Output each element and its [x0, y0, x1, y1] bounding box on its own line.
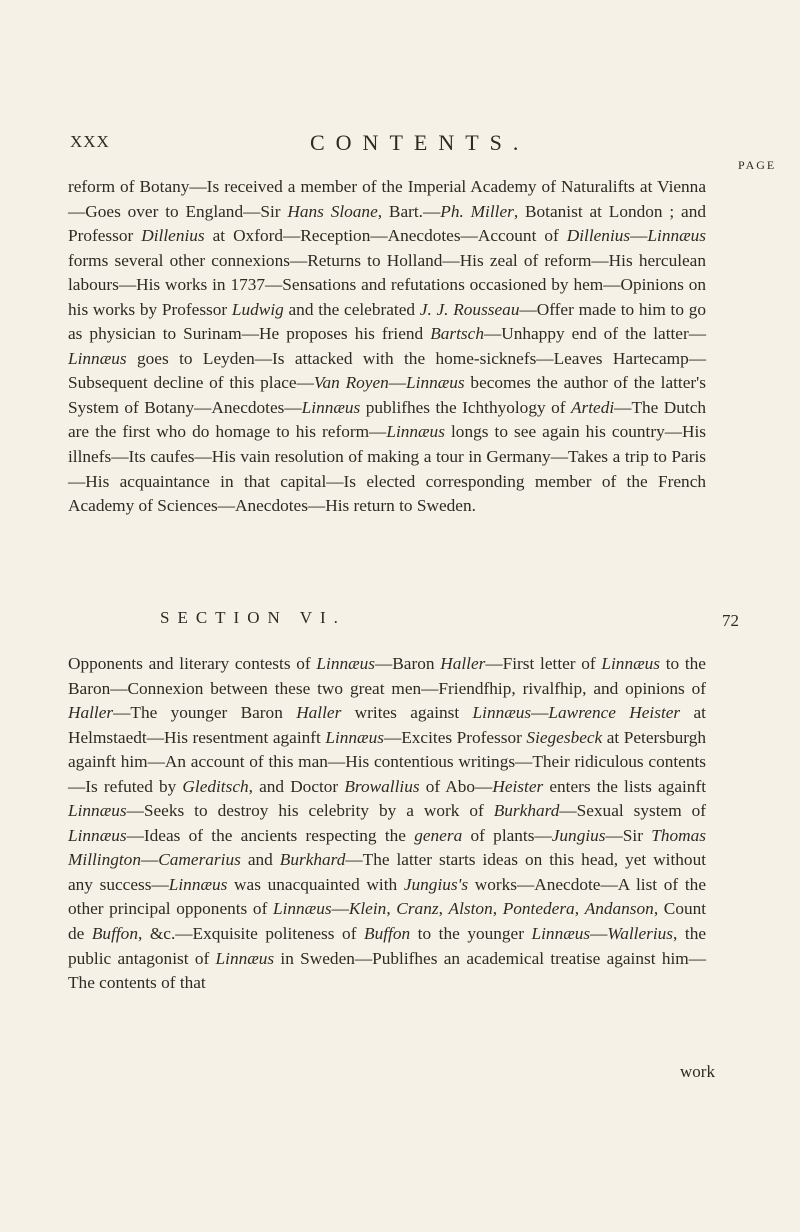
- text-run: ,: [574, 899, 585, 919]
- text-run: —Seeks to destroy his celebrity by a work of: [126, 801, 494, 821]
- text-run: becomes the author of the latter's System of Botany—Anecdotes—: [68, 373, 706, 417]
- text-run: —: [388, 373, 407, 393]
- text-run: —Excites Professor: [383, 727, 527, 747]
- text-run: —Ideas of the ancients respecting the: [126, 825, 415, 845]
- italic-name: Siegesbeck: [526, 727, 603, 747]
- italic-name: Cranz: [396, 899, 439, 919]
- italic-name: Dillenius: [566, 226, 631, 246]
- italic-name: genera: [414, 825, 463, 845]
- text-run: at Petersburgh againft him—An account of this man—His contentious writings—Their ridiculous contents—Is refuted by: [68, 727, 706, 796]
- text-run: ,: [438, 899, 449, 919]
- text-run: , Botanist at London ; and Professor: [68, 201, 706, 246]
- section-six-summary: [68, 652, 706, 996]
- italic-name: Heister: [492, 776, 544, 796]
- italic-name: Ph. Miller: [440, 201, 514, 221]
- italic-name: Hans Sloane: [287, 201, 378, 221]
- italic-name: Bartsch: [430, 324, 484, 344]
- italic-name: Gleditsch: [182, 776, 249, 796]
- italic-name: Linnæus: [68, 348, 127, 368]
- page-number: XXX: [70, 132, 110, 151]
- italic-name: Haller: [296, 703, 342, 723]
- text-run: —: [331, 899, 349, 919]
- italic-name: Linnæus: [531, 924, 591, 944]
- text-run: goes to Leyden—Is attacked with the home-sicknefs—Leaves Hartecamp—Subsequent decline of this place—: [68, 348, 706, 393]
- page-reference: 72: [722, 611, 739, 630]
- italic-name: Linnæus: [68, 801, 127, 821]
- text-run: —The younger Baron: [113, 703, 297, 723]
- italic-name: Linnæus: [215, 948, 275, 968]
- text-run: , Count de: [68, 899, 707, 944]
- text-run: at Helmstaedt—His resentment againft: [68, 703, 706, 747]
- italic-name: Alston: [448, 899, 493, 919]
- text-run: —Sir: [605, 825, 652, 845]
- text-run: forms several other connexions—Returns to Holland—His zeal of reform—His herculean labours—His works in 1737—Sensations and refutations occasioned by hem—Opinions on his works by Professor: [68, 250, 706, 319]
- italic-name: Jungius: [551, 825, 606, 845]
- italic-name: Lawrence Heister: [548, 703, 681, 723]
- text-run: and the celebrated: [283, 299, 420, 319]
- text-run: —: [531, 703, 549, 723]
- text-run: —Unhappy end of the latter—: [483, 324, 706, 344]
- text-run: —: [590, 924, 608, 944]
- text-run: , &c.—Exquisite politeness of: [137, 924, 365, 944]
- italic-name: Jungius's: [403, 874, 469, 894]
- italic-name: Linnæus: [647, 226, 706, 246]
- text-run: , and Doctor: [248, 776, 345, 796]
- text-run: publifhes the Ichthyology of: [360, 397, 571, 417]
- italic-name: J. J. Rousseau: [419, 299, 520, 319]
- italic-name: Van Royen: [313, 373, 389, 393]
- italic-name: Klein: [348, 899, 387, 919]
- text-run: to the Baron—Connexion between these two great men—Friendfhip, rivalfhip, and opinions of: [68, 654, 706, 698]
- text-run: —The latter starts ideas on this head, yet without any success—: [68, 850, 707, 894]
- italic-name: Linnæus: [68, 825, 127, 845]
- text-run: in Sweden—Publifhes an academical treatise against him—The contents of that: [68, 948, 706, 993]
- text-run: at Oxford—Reception—Anecdotes—Account of: [204, 226, 567, 246]
- italic-name: Linnæus: [325, 727, 384, 747]
- text-run: , Bart.—: [377, 201, 441, 221]
- italic-name: Linnæus: [472, 703, 532, 723]
- running-title: CONTENTS.: [310, 130, 530, 155]
- text-run: —Baron: [375, 654, 441, 673]
- text-run: writes against: [341, 703, 473, 723]
- italic-name: Ludwig: [231, 299, 284, 319]
- italic-name: Haller: [68, 703, 114, 723]
- text-run: —: [140, 850, 159, 870]
- italic-name: Dillenius: [141, 226, 205, 246]
- italic-name: Wallerius: [607, 924, 674, 944]
- text-run: , the public antagonist of: [68, 924, 707, 968]
- page-header: [0, 130, 800, 172]
- italic-name: Linnæus: [168, 874, 228, 894]
- italic-name: Browallius: [344, 776, 420, 796]
- text-run: was unacquainted with: [227, 874, 404, 894]
- text-run: ,: [492, 899, 503, 919]
- text-run: of plants—: [462, 825, 552, 845]
- text-run: ,: [386, 899, 397, 919]
- text-run: —Sexual system of: [559, 801, 707, 821]
- italic-name: Linnæus: [301, 397, 361, 417]
- text-run: works—Anecdote—A list of the other principal opponents of: [68, 874, 706, 919]
- italic-name: Linnæus: [386, 422, 445, 442]
- italic-name: Thomas Millington: [68, 825, 706, 870]
- text-run: enters the lists againft: [543, 776, 706, 796]
- text-run: —: [630, 226, 648, 246]
- text-run: reform of Botany—Is received a member of the Imperial Academy of Naturalifts at Vienna—Goes over to England—Sir: [68, 177, 706, 221]
- text-run: to the younger: [410, 924, 532, 944]
- page-column-label: PAGE: [738, 158, 777, 172]
- italic-name: Artedi: [570, 397, 615, 417]
- italic-name: Buffon: [364, 924, 411, 944]
- catchword: work: [680, 1062, 715, 1081]
- italic-name: Pontedera: [502, 899, 575, 919]
- italic-name: Linnæus: [406, 373, 465, 393]
- italic-name: Linnæus: [601, 654, 660, 673]
- italic-name: Linnæus: [272, 899, 332, 919]
- italic-name: Linnæus: [316, 654, 375, 673]
- italic-name: Buffon: [91, 924, 138, 944]
- text-run: —First letter of: [485, 654, 602, 673]
- text-run: of Abo—: [419, 776, 493, 796]
- text-run: Opponents and literary contests of: [68, 654, 317, 673]
- section-five-summary: [68, 175, 706, 519]
- text-run: longs to see again his country—His illnefs—Its caufes—His vain resolution of making a tour in Germany—Takes a trip to Paris—His acquaintance in that capital—Is elected corresponding member of the French Academy of Sciences—Anecdotes—His return to Sweden.: [68, 422, 707, 516]
- italic-name: Burkhard: [279, 850, 346, 870]
- italic-name: Burkhard: [493, 801, 560, 821]
- section-heading: SECTION VI.: [160, 608, 346, 627]
- italic-name: Camerarius: [158, 850, 241, 870]
- italic-name: Andanson: [584, 899, 654, 919]
- italic-name: Haller: [440, 654, 486, 673]
- text-run: and: [240, 850, 280, 870]
- text-run: —The Dutch are the first who do homage to his reform—: [68, 397, 707, 442]
- text-run: —Offer made to him to go as physician to Surinam—He proposes his friend: [68, 299, 706, 344]
